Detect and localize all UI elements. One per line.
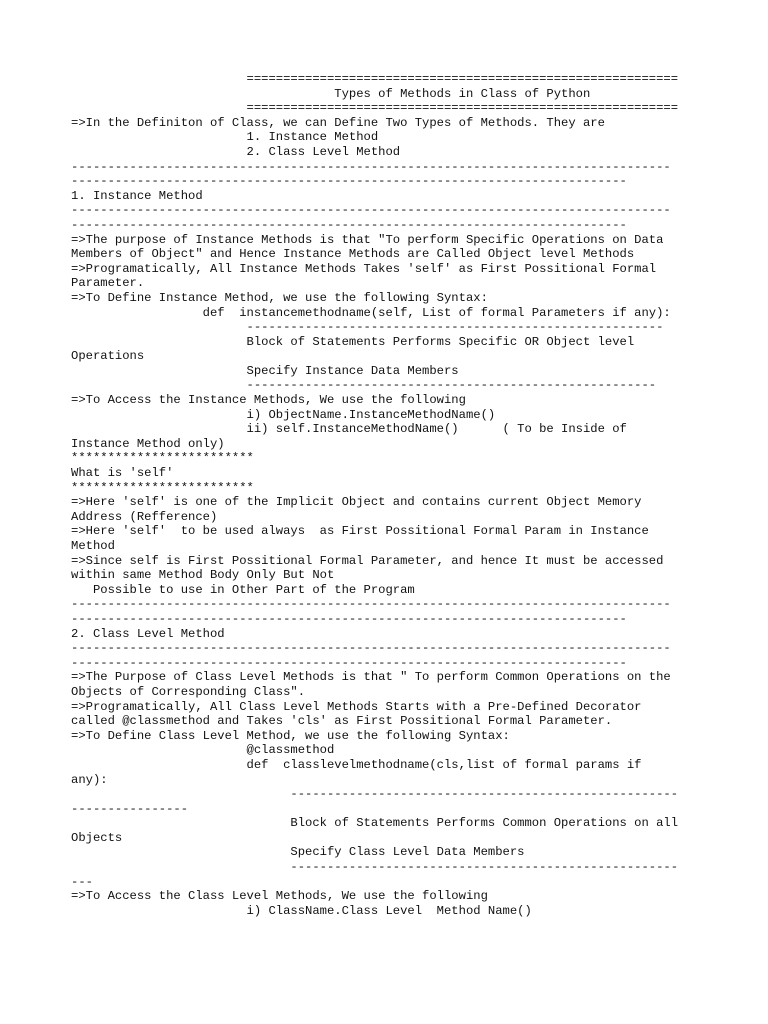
document-title: Types of Methods in Class of Python [71,86,591,101]
code-rule: -------------------------------------------------------- [71,378,657,393]
text-line: =>The purpose of Instance Methods is that "To perform Specific Operations on Data [71,232,664,247]
section-divider: ---------------------------------------------------------------------------------- [71,641,671,656]
star-rule: ************************* [71,451,254,466]
text-line: =>To Access the Class Level Methods, We use the following [71,889,488,904]
section-divider: ---------------------------------------------------------------------------------- [71,203,671,218]
code-line: Specify Class Level Data Members [71,845,525,860]
intro-list-item: 1. Instance Method [71,130,379,145]
code-line: Block of Statements Performs Specific OR Object level [71,334,635,349]
code-rule: ----------------------------------------------------- [71,860,679,875]
section-divider: ---------------------------------------------------------------------------- [71,174,627,189]
code-line: Objects [71,830,123,845]
code-line: @classmethod [71,743,335,758]
section-divider: ---------------------------------------------------------------------------- [71,217,627,232]
text-line: =>To Access the Instance Methods, We use the following [71,393,466,408]
code-line: i) ObjectName.InstanceMethodName() [71,407,496,422]
code-line: i) ClassName.Class Level Method Name() [71,903,532,918]
code-rule: ---------------- [71,801,189,816]
section-heading-class-level-method: 2. Class Level Method [71,626,225,641]
text-line: within same Method Body Only But Not [71,568,335,583]
text-line: =>Programatically, All Instance Methods Takes 'self' as First Possitional Formal [71,261,657,276]
section-heading-instance-method: 1. Instance Method [71,188,203,203]
text-line: =>The Purpose of Class Level Methods is that " To perform Common Operations on the [71,670,671,685]
code-line: Operations [71,349,145,364]
text-line: =>To Define Instance Method, we use the following Syntax: [71,290,488,305]
section-divider: ---------------------------------------------------------------------------- [71,655,627,670]
code-line: Block of Statements Performs Common Operations on all [71,816,679,831]
text-line: =>Programatically, All Class Level Methods Starts with a Pre-Defined Decorator [71,699,642,714]
code-rule: --- [71,874,93,889]
code-line: def instancemethodname(self, List of formal Parameters if any): [71,305,671,320]
code-rule: ----------------------------------------------------- [71,787,679,802]
text-line: Parameter. [71,276,145,291]
star-rule: ************************* [71,480,254,495]
code-line: any): [71,772,108,787]
intro-list-item: 2. Class Level Method [71,144,401,159]
title-rule-bottom: =========================================================== [71,101,679,116]
text-line: Address (Refference) [71,509,218,524]
text-line: =>Here 'self' is one of the Implicit Object and contains current Object Memory [71,495,642,510]
text-line: called @classmethod and Takes 'cls' as First Possitional Formal Parameter. [71,714,613,729]
text-line: =>Since self is First Possitional Formal Parameter, and hence It must be accessed [71,553,664,568]
text-line: =>Here 'self' to be used always as First Possitional Formal Param in Instance [71,524,649,539]
section-divider: ---------------------------------------------------------------------------------- [71,597,671,612]
code-line: def classlevelmethodname(cls,list of formal params if [71,757,642,772]
subheading-what-is-self: What is 'self' [71,466,174,481]
text-line: Objects of Corresponding Class". [71,684,306,699]
text-line: Possible to use in Other Part of the Program [71,582,415,597]
text-line: Members of Object" and Hence Instance Methods are Called Object level Methods [71,247,635,262]
document-page [71,72,711,918]
section-divider: ---------------------------------------------------------------------------- [71,611,627,626]
intro-line: =>In the Definiton of Class, we can Define Two Types of Methods. They are [71,115,605,130]
title-rule-top: =========================================================== [71,72,679,86]
text-line: Instance Method only) [71,436,225,451]
text-line: =>To Define Class Level Method, we use the following Syntax: [71,728,510,743]
section-divider: ---------------------------------------------------------------------------------- [71,159,671,174]
code-rule: --------------------------------------------------------- [71,320,664,335]
code-line: Specify Instance Data Members [71,363,459,378]
code-line: ii) self.InstanceMethodName() ( To be Inside of [71,422,627,437]
text-line: Method [71,539,115,553]
